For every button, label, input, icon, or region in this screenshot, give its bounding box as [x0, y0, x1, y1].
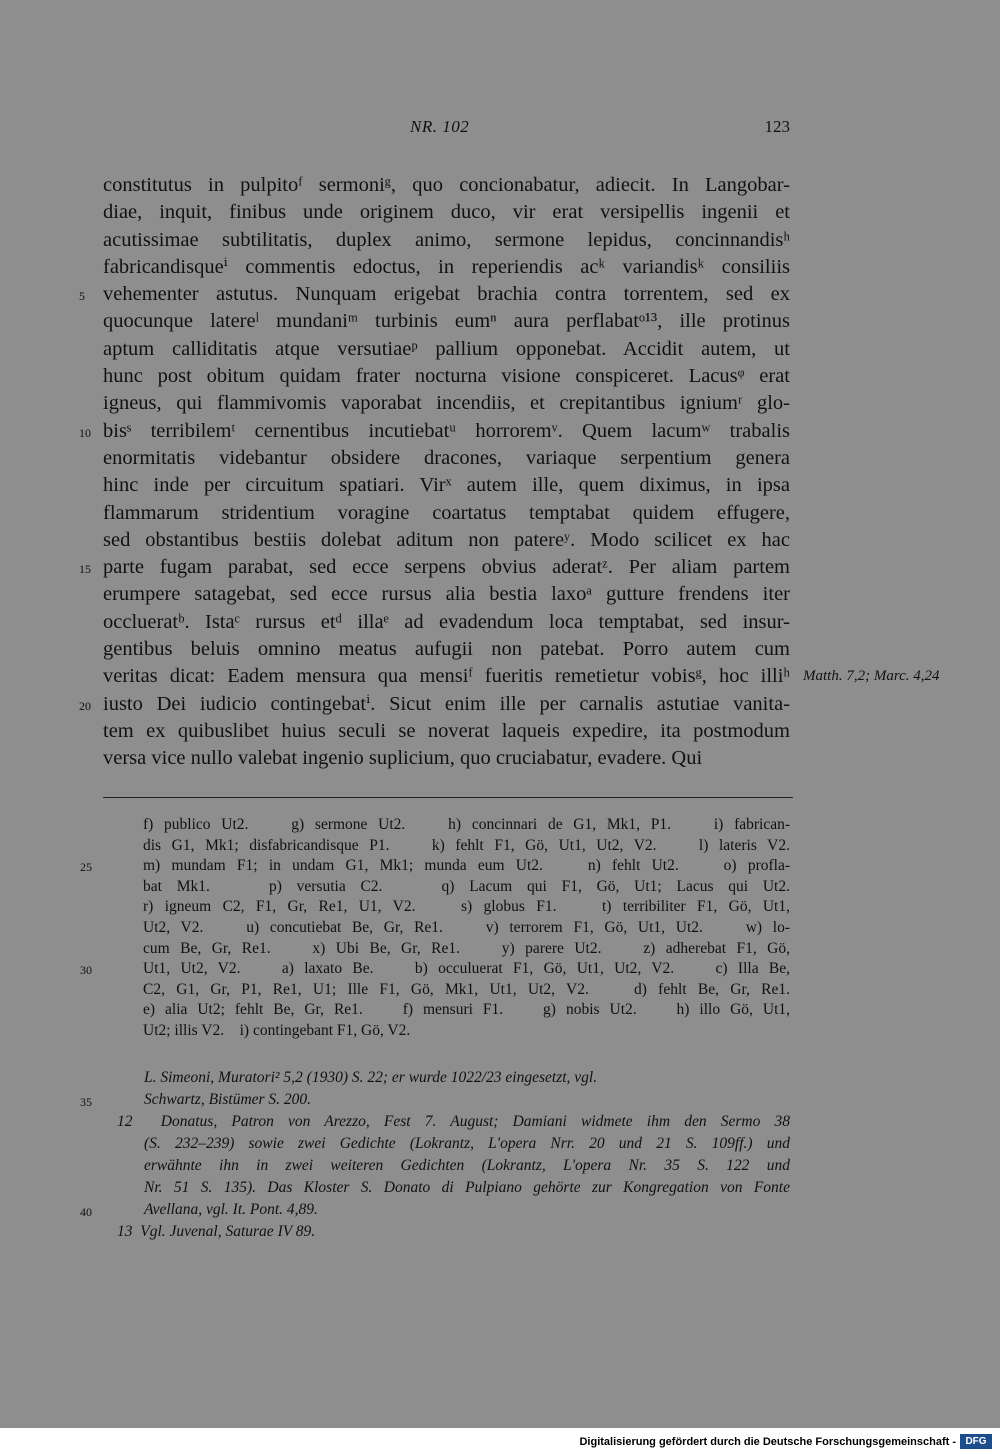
commentary-notes	[80, 1067, 790, 1243]
apparatus-line	[143, 1000, 790, 1021]
line-text: igneus, qui flammivomis vaporabat incendiis, et crepitantibus igniumʳ glo-	[103, 392, 790, 415]
main-text	[79, 172, 940, 773]
line-text: aptum calliditatis atque versutiaeᵖ pallium opponebat. Accidit autem, ut	[103, 337, 790, 360]
line-text: veritas dicat: Eadem mensura qua mensiᶠ fueritis remetietur vobisᵍ, hoc illiʰ	[103, 665, 790, 688]
line-number: 10	[79, 425, 91, 440]
text-line	[79, 691, 790, 718]
apparatus-text: Ut2; illis V2. i) contingebant F1, Gö, V2.	[143, 1021, 411, 1039]
text-line	[103, 527, 790, 554]
apparatus-line	[80, 856, 790, 877]
apparatus-text: cum Be, Gr, Re1. x) Ubi Be, Gr, Re1. y) parere Ut2. z) adherebat F1, Gö,	[143, 939, 790, 957]
line-text: acutissimae subtilitatis, duplex animo, sermone lepidus, concinnandisʰ	[103, 228, 790, 251]
apparatus-text: r) igneum C2, F1, Gr, Re1, U1, V2. s) globus F1. t) terribiliter F1, Gö, Ut1,	[143, 898, 790, 916]
text-line	[103, 581, 790, 608]
page-number: 123	[764, 117, 790, 136]
commentary-text: (S. 232–239) sowie zwei Gedichte (Lokrantz, L'opera Nrr. 20 und 21 S. 109ff.) und	[144, 1135, 790, 1152]
commentary-line	[117, 1177, 790, 1199]
commentary-text: L. Simeoni, Muratori² 5,2 (1930) S. 22; er wurde 1022/23 eingesetzt, vgl.	[144, 1069, 598, 1086]
line-text: versa vice nullo valebat ingenio suplicium, quo cruciabatur, evadere. Qui	[103, 747, 703, 770]
line-number: 15	[79, 562, 91, 577]
text-line	[103, 308, 790, 335]
line-text: quocunque latereˡ mundaniᵐ turbinis eumⁿ aura perflabatᵒ¹³, ille protinus	[103, 310, 790, 333]
line-text: hunc post obitum quidam frater nocturna visione conspiceret. Lacusᵠ erat	[103, 365, 790, 388]
page-header	[100, 117, 790, 141]
text-line	[103, 663, 940, 690]
text-line	[79, 281, 790, 308]
commentary-text: Avellana, vgl. It. Pont. 4,89.	[144, 1201, 318, 1218]
line-text: diae, inquit, finibus unde originem duco, vir erat versipellis ingenii et	[103, 201, 790, 224]
line-text: fabricandisqueⁱ commentis edoctus, in reperiendis acᵏ variandisᵏ consiliis	[103, 255, 790, 278]
apparatus-line	[143, 897, 790, 918]
line-text: parte fugam parabat, sed ecce serpens obvius aderatᶻ. Per aliam partem	[103, 556, 790, 579]
text-line	[103, 363, 790, 390]
commentary-text: erwähnte ihn in zwei weiteren Gedichten (Lokrantz, L'opera Nr. 35 S. 122 und	[144, 1157, 790, 1174]
commentary-line	[117, 1111, 790, 1133]
apparatus-text: m) mundam F1; in undam G1, Mk1; munda eum Ut2. n) fehlt Ut2. o) profla-	[143, 857, 790, 875]
apparatus-text: C2, G1, Gr, P1, Re1, U1; Ille F1, Gö, Mk1, Ut1, Ut2, V2. d) fehlt Be, Gr, Re1.	[143, 980, 790, 998]
apparatus-line	[143, 939, 790, 960]
apparatus-line	[143, 1021, 790, 1042]
apparatus-text: Ut1, Ut2, V2. a) laxato Be. b) occuluerat F1, Gö, Ut1, Ut2, V2. c) Illa Be,	[143, 960, 790, 978]
line-number: 30	[80, 963, 92, 978]
dfg-logo: DFG	[960, 1434, 992, 1449]
apparatus-line	[143, 836, 790, 857]
footnote-separator	[103, 797, 793, 798]
text-line	[103, 390, 790, 417]
critical-apparatus	[80, 815, 790, 1042]
apparatus-line	[143, 877, 790, 898]
line-text: bisˢ terribilemᵗ cernentibus incutiebatᵘ horroremᵛ. Quem lacumʷ trabalis	[103, 419, 790, 442]
apparatus-text: e) alia Ut2; fehlt Be, Gr, Re1. f) mensuri F1. g) nobis Ut2. h) illo Gö, Ut1,	[143, 1001, 790, 1019]
apparatus-text: Ut2, V2. u) concutiebat Be, Gr, Re1. v) terrorem F1, Gö, Ut1, Ut2. w) lo-	[143, 918, 790, 936]
line-text: constitutus in pulpitoᶠ sermoniᵍ, quo concionabatur, adiecit. In Langobar-	[103, 174, 790, 196]
line-text: enormitatis videbantur obsidere dracones, variaque serpentium genera	[103, 446, 790, 469]
commentary-line	[117, 1067, 790, 1089]
text-line	[103, 336, 790, 363]
text-line	[103, 254, 790, 281]
commentary-text: Nr. 51 S. 135). Das Kloster S. Donato di Pulpiano gehörte zur Kongregation von Fonte	[144, 1179, 790, 1196]
commentary-line	[117, 1221, 790, 1243]
apparatus-line	[143, 980, 790, 1001]
text-line	[103, 500, 790, 527]
line-number: 35	[80, 1095, 92, 1109]
commentary-text: 12 Donatus, Patron von Arezzo, Fest 7. August; Damiani widmete ihm den Sermo 38	[117, 1113, 790, 1130]
text-line	[103, 718, 790, 745]
text-line	[103, 636, 790, 663]
commentary-text: 13 Vgl. Juvenal, Saturae IV 89.	[117, 1223, 316, 1240]
line-text: erumpere satagebat, sed ecce rursus alia bestia laxoᵃ gutture frendens iter	[103, 583, 790, 606]
line-number: 20	[79, 698, 91, 713]
text-line	[103, 609, 790, 636]
footer-credit: Digitalisierung gefördert durch die Deutsche Forschungsgemeinschaft -	[579, 1436, 956, 1448]
apparatus-text: dis G1, Mk1; disfabricandisque P1. k) fehlt F1, Gö, Ut1, Ut2, V2. l) lateris V2.	[143, 836, 790, 854]
line-number: 40	[80, 1205, 92, 1219]
apparatus-line	[143, 815, 790, 836]
line-number: 25	[80, 860, 92, 875]
apparatus-text: bat Mk1. p) versutia C2. q) Lacum qui F1, Gö, Ut1; Lacus qui Ut2.	[143, 877, 790, 895]
text-line	[103, 745, 790, 772]
text-line	[103, 445, 790, 472]
commentary-line	[117, 1155, 790, 1177]
line-text: occlueratᵇ. Istaᶜ rursus etᵈ illaᵉ ad evadendum loca temptabat, sed insur-	[103, 610, 790, 633]
apparatus-line	[143, 918, 790, 939]
line-text: iusto Dei iudicio contingebatⁱ. Sicut enim ille per carnalis astutiae vanita-	[103, 692, 790, 715]
apparatus-line	[80, 959, 790, 980]
marginal-reference: Matth. 7,2; Marc. 4,24	[803, 668, 940, 685]
commentary-line	[117, 1133, 790, 1155]
line-text: vehementer astutus. Nunquam erigebat brachia contra torrentem, sed ex	[103, 283, 790, 306]
text-line	[103, 227, 790, 254]
apparatus-text: f) publico Ut2. g) sermone Ut2. h) concinnari de G1, Mk1, P1. i) fabrican-	[143, 816, 790, 833]
commentary-line	[80, 1089, 790, 1111]
text-line	[103, 172, 790, 199]
text-line	[103, 472, 790, 499]
commentary-line	[80, 1199, 790, 1221]
commentary-text: Schwartz, Bistümer S. 200.	[144, 1091, 312, 1108]
line-text: tem ex quibuslibet huius seculi se noverat laqueis expedire, ita postmodum	[103, 719, 790, 742]
line-number: 5	[79, 289, 85, 304]
text-line	[103, 199, 790, 226]
line-text: flammarum stridentium voragine coartatus temptabat quidem effugere,	[103, 501, 790, 524]
line-text: gentibus beluis omnino meatus aufugii non patebat. Porro autem cum	[103, 638, 790, 661]
text-line	[79, 554, 790, 581]
line-text: hinc inde per circuitum spatiari. Virˣ autem ille, quem diximus, in ipsa	[103, 474, 790, 497]
line-text: sed obstantibus bestiis dolebat aditum non patereʸ. Modo scilicet ex hac	[103, 528, 790, 551]
running-title: NR. 102	[410, 117, 470, 136]
text-line	[79, 418, 790, 445]
